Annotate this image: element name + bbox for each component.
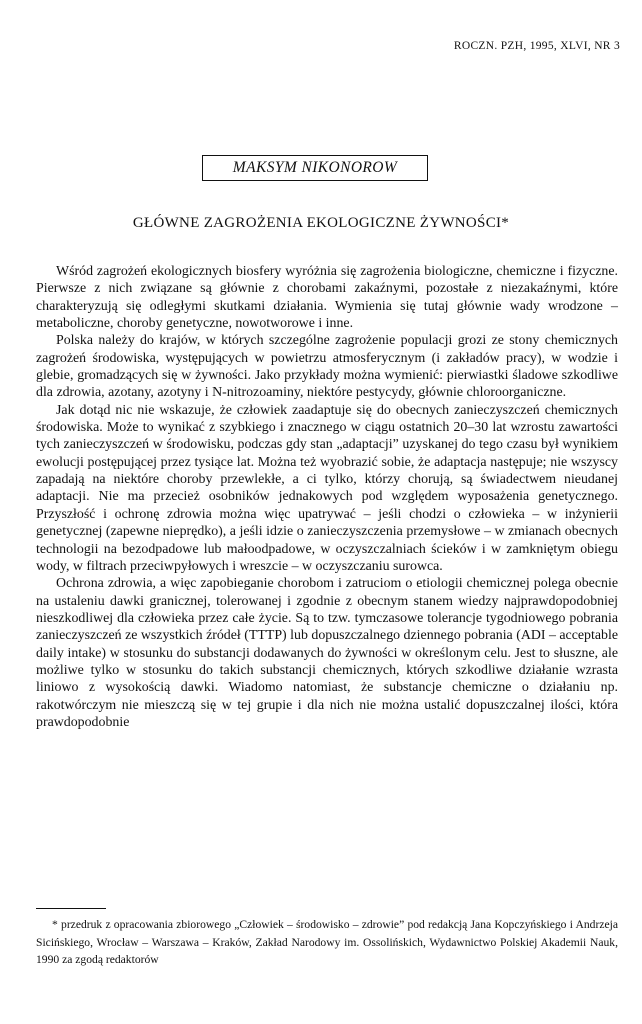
author-name: MAKSYM NIKONOROW (232, 159, 398, 176)
author-name-box (202, 155, 428, 181)
article-body (36, 263, 618, 731)
paragraph-2: Polska należy do krajów, w których szczególne zagrożenie populacji grozi ze stony chemicznych zagrożeń środowiska, występujących w powietrzu atmosferycznym (i zakładów pracy), w wodzie i glebie, gromadzących się w żywności. Jako przykłady można wymienić: pierwiastki śladowe szkodliwe dla zdrowia, azotany, azotyny i N-nitrozoaminy, niektóre pestycydy, głównie chloroorganiczne. (36, 333, 618, 401)
journal-reference: ROCZN. PZH, 1995, XLVI, NR 3 (453, 40, 620, 52)
footnote-text: * przedruk z opracowania zbiorowego „Człowiek – środowisko – zdrowie” pod redakcją Jana Kopczyńskiego i Andrzeja Sicińskiego, Wrocław – Warszawa – Kraków, Zakład Narodowy im. Ossolińskich, Wydawnictwo Polskiej Akademii Nauk, 1990 za zgodą redaktorów (36, 918, 618, 967)
footnote (36, 916, 618, 969)
paragraph-1: Wśród zagrożeń ekologicznych biosfery wyróżnia się zagrożenia biologiczne, chemiczne i fizyczne. Pierwsze z nich związane są głównie z chorobami zakaźnymi, pozostałe z niezakaźnymi, które charakteryzują się odległymi skutkami działania. Wymienia się tutaj głównie wady wrodzone – metaboliczne, choroby genetyczne, nowotworowe i inne. (36, 264, 618, 332)
footnote-divider (36, 908, 106, 909)
article-title: GŁÓWNE ZAGROŻENIA EKOLOGICZNE ŻYWNOŚCI* (132, 215, 510, 231)
paragraph-3: Jak dotąd nic nie wskazuje, że człowiek zaadaptuje się do obecnych zanieczyszczeń chemicznych środowiska. Może to wynikać z szybkiego i znacznego w ciągu ostatnich 20–30 lat wzrostu zawartości tych zanieczyszczeń w środowisku, podczas gdy stan „adaptacji” uzyskanej do tego czasu był wynikiem ewolucji postępującej przez tysiące lat. Można też wyobrazić sobie, że adaptacja następuje; nie wszyscy zapadają na niektóre choroby przewlekłe, a ci tylko, którzy chorują, są świadectwem nieudanej adaptacji. Nie ma przecież osobników jednakowych pod względem wyposażenia genetycznego. Przyszłość i ochronę zdrowia można więc upatrywać – jeśli chodzi o człowieka – w inżynierii genetycznej (zapewne nieprędko), a jeśli idzie o zanieczyszczenia przemysłowe – w zmianach obecnych technologii na bezodpadowe lub małoodpadowe, w oczyszczalniach ścieków i w zamkniętym obiegu wody, w filtrach przeciwpyłowych i wreszcie – w oczyszczaniu surowca. (36, 402, 618, 574)
paragraph-4: Ochrona zdrowia, a więc zapobieganie chorobom i zatruciom o etiologii chemicznej polega obecnie na ustaleniu dawki granicznej, tolerowanej i zgodnie z obecnym stanem wiedzy najprawdopodobniej nieszkodliwej dla człowieka przez całe życie. Są to tzw. tymczasowe tolerancje tygodniowego pobrania zanieczyszczeń ze wszystkich źródeł (TTTP) lub dopuszczalnego dziennego pobrania (ADI – acceptable daily intake) w stosunku do substancji dodawanych do żywności w określonym celu. Jest to słuszne, ale możliwe tylko w stosunku do takich substancji chemicznych, których szkodliwe działanie wzrasta liniowo z wysokością dawki. Wiadomo natomiast, że substancje chemiczne o działaniu np. rakotwórczym nie mieszczą się w tej grupie i dla nich nie można ustalić dopuszczalnej ilości, która prawdopodobnie (36, 576, 618, 730)
